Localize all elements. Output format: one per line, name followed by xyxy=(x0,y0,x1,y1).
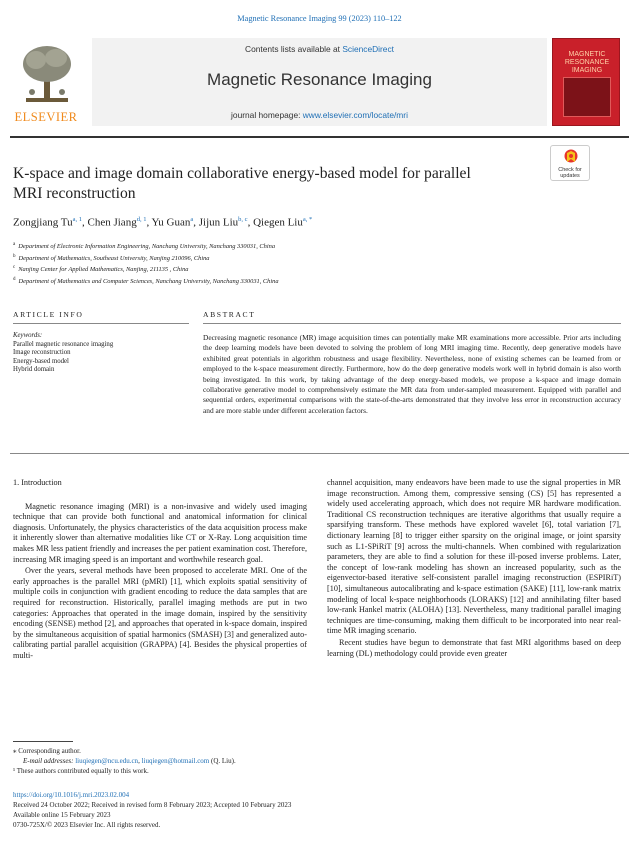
author-sup[interactable]: d, 1 xyxy=(136,216,147,223)
right-column xyxy=(327,478,621,660)
abstract-rule xyxy=(203,323,621,324)
paragraph: channel acquisition, many endeavors have been made to use the signal properties in MR image reconstruction. Among them, compressive sensing (CS) [5] has represented a widely used accelerating approach, which does not require MR hardware modification. Traditional CS reconstruction techniques are iterative algorithms that usually require a sparsifying transform. These methods have explored wavelet [6], total variation [7], dictionary learning [8] to trigger either sparsity on the original image, or joint sparsity such as L1-SPiRiT [9] across the multi-channels. When combined with regularization parameters, they are able to find a solution for these ill-posed inverse problems. Later, the concept of low-rank modeling has shown an increased popularity, such as the eigenvector-based iterative self-consistent parallel imaging reconstruction (ESPIRiT) [10], simultaneous autocalibrating and k-space estimation (SAKE) [11], low-rank matrix modeling of local k-space neighborhoods (LORAKS) [12] and annihilating filter based low-rank Hankel matrix (ALOHA) [13]. Nevertheless, many traditional parallel imaging techniques are time-consuming, making them difficult to be incorporated into near real-time MR imaging scenario. xyxy=(327,478,621,636)
masthead-divider xyxy=(10,136,629,138)
affiliation-item: $^a$ Department of Electronic Information Engineering, Nanchang University, Nanchang 330031, China xyxy=(13,242,276,251)
journal-cover[interactable] xyxy=(552,38,620,126)
cover-image xyxy=(563,77,611,117)
author-name[interactable]: Zongjiang Tu xyxy=(13,216,73,229)
author-sup[interactable]: b, c xyxy=(238,216,248,223)
author-sup[interactable]: a, * xyxy=(302,216,313,223)
article-history xyxy=(13,790,413,830)
left-column xyxy=(13,478,307,663)
email-link[interactable]: liuqiegen@hotmail.com xyxy=(141,757,210,765)
available-online: Available online 15 February 2023 xyxy=(13,811,111,819)
keyword-item: Energy-based model xyxy=(13,357,69,365)
author-name[interactable]: Qiegen Liu xyxy=(253,216,303,229)
check-for-updates-button[interactable] xyxy=(550,145,590,181)
keyword-item: Parallel magnetic resonance imaging xyxy=(13,340,114,348)
email-note: E-mail addresses: liuqiegen@ncu.edu.cn, liuqiegen@hotmail.com (Q. Liu). xyxy=(23,757,236,765)
journal-name: Magnetic Resonance Imaging xyxy=(207,70,432,89)
affiliation-item: $^c$ Nanjing Center for Applied Mathematics, Nanjing, 211135 , China xyxy=(13,265,189,274)
elsevier-tree-icon xyxy=(20,42,74,106)
elsevier-logo[interactable] xyxy=(10,38,82,126)
article-info-heading: ARTICLE INFO xyxy=(13,310,84,319)
affiliation-item: $^d$ Department of Mathematics and Computer Sciences, Nanchang University, Nanchang 330031, China xyxy=(13,277,279,286)
contents-line: Contents lists available at ScienceDirect xyxy=(245,44,394,54)
paragraph: Recent studies have begun to demonstrate that fast MRI algorithms based on deep learning (DL) methodology could provide even greater xyxy=(327,637,621,658)
homepage-link[interactable]: www.elsevier.com/locate/mri xyxy=(302,110,408,120)
affiliation-item: $^b$ Department of Mathematics, Southeast University, Nanjing 210096, China xyxy=(13,253,210,262)
author-name[interactable]: Chen Jiang xyxy=(87,216,137,229)
abstract-heading: ABSTRACT xyxy=(203,310,256,319)
abstract-divider xyxy=(10,453,629,454)
journal-reference[interactable]: Magnetic Resonance Imaging 99 (2023) 110–122 xyxy=(237,14,402,23)
affiliations xyxy=(13,240,279,287)
masthead-center xyxy=(92,38,547,126)
equal-contribution-note: ¹ These authors contributed equally to this work. xyxy=(13,767,149,775)
article-info-rule xyxy=(13,323,189,324)
footnotes xyxy=(13,746,313,776)
author-name[interactable]: Yu Guan xyxy=(151,216,191,229)
paragraph: Over the years, several methods have been proposed to accelerate MRI. One of the early approaches is the parallel MRI (pMRI) [1], which exploits spatial sensitivity of multiple coils in conjunction with gradient encoding to reduce the data samples that are required for reconstruction. Historically, parallel imaging methods are put in two categories: Approaches that operated in the image domain, inspired by the sensitivity encoding (SENSE) method [2], and approaches that operated in k-space domain, inspired by the simultaneous acquisition of spatial harmonics (SMASH) [3] and generalized auto-calibrating partial parallel acquisition (GRAPPA) [4]. Besides the physical properties of multi- xyxy=(13,566,307,660)
keywords-block xyxy=(13,332,193,375)
author-sup[interactable]: a xyxy=(190,216,194,223)
paragraph: Magnetic resonance imaging (MRI) is a non-invasive and widely used imaging technique that can provide both functional and anatomical information for clinical diagnosis. Unfortunately, the physics characteristics of the data acquisition process make it inherently slower than alternative modalities like CT or X-Ray. Long acquisition time makes MR less patient friendly and increases the per patient examination cost. Therefore, increasing MR imaging speed is an important and worthwhile research goal. xyxy=(13,501,307,564)
keyword-item: Hybrid domain xyxy=(13,366,55,374)
received-dates: Received 24 October 2022; Received in revised form 8 February 2023; Accepted 10 February 2023 xyxy=(13,801,292,809)
copyright: 0730-725X/© 2023 Elsevier Inc. All rights reserved. xyxy=(13,821,161,829)
section-heading: 1. Introduction xyxy=(13,478,62,487)
keyword-item: Image reconstruction xyxy=(13,349,71,357)
corresponding-author-note: ⁎ Corresponding author. xyxy=(13,747,81,755)
author-name[interactable]: Jijun Liu xyxy=(198,216,239,229)
masthead xyxy=(10,38,629,130)
check-for-updates-label: Check for updates xyxy=(558,167,582,179)
footnote-rule xyxy=(13,741,73,742)
author-sup[interactable]: a, 1 xyxy=(72,216,82,223)
publisher-name: ELSEVIER xyxy=(14,110,78,124)
author-list: Zongjiang Tu$^{a, 1}$, Chen Jiang$^{d, 1}$, Yu Guan$^a$, Jijun Liu$^{b, c}$, Qiegen Liu$^{a, *}$ xyxy=(13,216,313,229)
cover-title: MAGNETIC RESONANCE IMAGING xyxy=(564,51,610,74)
homepage-line: journal homepage: www.elsevier.com/locate/mri xyxy=(231,110,408,120)
article-title: K-space and image domain collaborative energy-based model for parallel MRI reconstruction xyxy=(13,165,471,202)
doi-link[interactable]: https://doi.org/10.1016/j.mri.2023.02.004 xyxy=(13,791,130,799)
bookmark-icon xyxy=(564,149,578,167)
sciencedirect-link[interactable]: ScienceDirect xyxy=(342,44,394,54)
abstract-text: Decreasing magnetic resonance (MR) image acquisition times can potentially make MR examinations more accessible. Prior arts including the deep learning models have been devoted to solving the problem of long MRI imaging time. Recently, deep generative models have exhibited great potentials in algorithm robustness and usage flexibility. Nevertheless, none of existing schemes can be learned from or employed to the k-space measurement directly. Furthermore, how do the deep generative models work well in hybrid domain is also worth being investigated. In this work, by taking advantage of the deep energy-based models, we propose a k-space and image domain collaborative generative model to comprehensively estimate the MR data from under-sampled measurement. Equipped with parallel and sequential orders, experimental comparisons with the state-of-the-arts demonstrated that they involve less error in reconstruction accuracy and are more stable under different acceleration factors. xyxy=(203,333,621,415)
keywords-heading: Keywords: xyxy=(13,332,43,339)
email-link[interactable]: liuqiegen@ncu.edu.cn xyxy=(75,757,139,765)
